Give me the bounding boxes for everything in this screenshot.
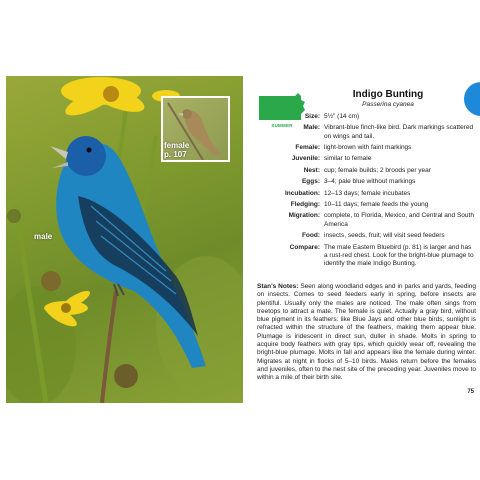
fact-label: Compare: xyxy=(289,243,320,251)
fact-label: Nest: xyxy=(303,166,320,174)
fact-label: Migration: xyxy=(288,212,320,220)
fact-value: light-brown with faint markings xyxy=(324,144,412,152)
fact-row xyxy=(243,244,480,269)
fact-row xyxy=(243,124,480,141)
fact-value: complete, to Florida, Mexico, and Central and South America xyxy=(324,212,474,228)
scientific-name: Passerina cyanea xyxy=(362,101,414,108)
fact-value: 5½" (14 cm) xyxy=(324,113,360,120)
fact-row xyxy=(243,232,480,240)
fact-row xyxy=(243,167,480,175)
book-spread xyxy=(6,76,480,403)
fact-label: Female: xyxy=(295,144,320,152)
fact-value: similar to female xyxy=(324,155,372,163)
fact-value: The male Eastern Bluebird (p. 81) is larger and has a rust-red chest. Look for the bright-blue plumage to identify the male Indigo Bunting. xyxy=(324,243,474,268)
fact-row xyxy=(243,155,480,163)
fact-row xyxy=(243,190,480,198)
notes-body: Seen along woodland edges and in parks and yards, feeding on insects. Comes to seed feeders early in spring, before insects are plentiful. Usually only the males are noticed. The male often sings from treetops to attract a mate. The female is quiet. Actually a gray bird, without blue pigment in its feathers: like Blue Jays and other blue birds, sunlight is refracted within the structure of the feathers, making them appear blue. Plumage is iridescent in direct sun, duller in shade. Molts in spring to acquire body feathers with gray tips, which quickly wear off, revealing the bright-blue plumage. Molts in fall and appears like the female during winter. Migrates at night in flocks of 5–10 birds. Males return before the females and juveniles, often to the nest site of the preceding year. Juveniles move to within a mile of their birth site. xyxy=(257,283,477,382)
stans-notes xyxy=(257,283,476,383)
fact-label: Male: xyxy=(303,124,320,132)
fact-row xyxy=(243,144,480,152)
species-text-page xyxy=(243,76,480,403)
species-title: Indigo Bunting xyxy=(352,89,424,100)
page-number: 75 xyxy=(467,389,474,395)
fact-label: Incubation: xyxy=(284,189,320,197)
fact-value: cup; female builds; 2 broods per year xyxy=(324,166,431,174)
fact-row xyxy=(243,212,480,229)
fact-row xyxy=(243,178,480,186)
female-label-text: female xyxy=(164,141,190,150)
fact-row xyxy=(243,201,480,209)
fact-label: Juvenile: xyxy=(291,155,320,163)
color-tab-blue xyxy=(464,82,480,116)
fact-value: 3–4; pale blue without markings xyxy=(324,178,416,186)
season-label: SUMMER xyxy=(271,123,293,128)
fact-label: Food: xyxy=(301,232,320,240)
fact-list xyxy=(243,113,480,271)
fact-value: insects, seeds, fruit; will visit seed feeders xyxy=(324,232,445,240)
fact-label: Fledging: xyxy=(290,201,320,209)
bird-photo xyxy=(6,76,243,403)
fact-value: Vibrant-blue finch-like bird. Dark markings scattered on wings and tail. xyxy=(324,124,474,140)
female-label xyxy=(164,141,189,159)
fact-row xyxy=(243,113,480,121)
fact-label: Eggs: xyxy=(301,178,320,186)
male-label: male xyxy=(34,232,53,241)
fact-value: 12–13 days; female incubates xyxy=(324,189,411,197)
female-page-ref: p. 107 xyxy=(164,150,187,159)
notes-heading: Stan's Notes: xyxy=(257,283,299,290)
fact-label: Size: xyxy=(304,113,320,120)
fact-value: 10–11 days; female feeds the young xyxy=(324,201,429,209)
